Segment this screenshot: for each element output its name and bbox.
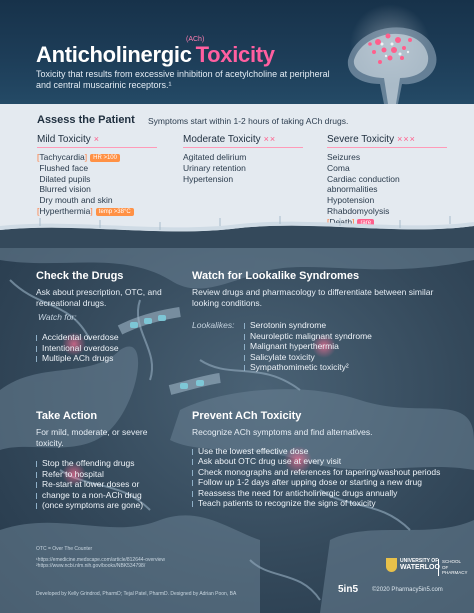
list-item: Ask about OTC drug use at every visit [192, 456, 462, 467]
list-item: Use the lowest effective dose [192, 446, 462, 457]
divider [327, 147, 447, 148]
prevent-title: Prevent ACh Toxicity [192, 410, 302, 422]
list-item: [Death] rare [327, 217, 447, 228]
list-item: Intentional overdose [36, 343, 176, 354]
lookalike-list [244, 320, 372, 373]
moderate-marks-icon: ×× [263, 134, 277, 144]
bracket-mark: ] [352, 216, 355, 227]
logo-school: SCHOOL OF PHARMACY [438, 559, 468, 576]
prevent-body: Recognize ACh symptoms and find alternatives. [192, 427, 373, 437]
check-drugs-title: Check the Drugs [36, 270, 124, 282]
assess-subheading: Symptoms start within 1-2 hours of taking ACh drugs. [148, 116, 349, 126]
copyright: ©2020 Pharmacy5in5.com [372, 587, 443, 593]
lookalike-block [192, 270, 442, 308]
moderate-toxicity-column [183, 134, 303, 184]
list-item: Urinary retention [183, 162, 246, 173]
list-item: Hypotension [327, 195, 375, 206]
brand-5in5: 5in5 [338, 584, 359, 595]
bracket-mark: [ [327, 216, 330, 227]
reference-1: ¹https://emedicine.medscape.com/article/812644-overview [36, 556, 165, 563]
abbreviation-note: OTC = Over The Counter [36, 546, 93, 552]
list-item: Serotonin syndrome [244, 320, 372, 331]
bracket-mark: [ [37, 152, 40, 162]
lookalike-label: Lookalikes: [192, 320, 235, 330]
list-item: Flushed face [39, 162, 89, 173]
list-item: Accidental overdose [36, 332, 176, 343]
divider [183, 147, 303, 148]
lookalike-title: Watch for Lookalike Syndromes [192, 270, 360, 282]
take-action-title: Take Action [36, 410, 98, 422]
list-item: Malignant hyperthermia [244, 341, 372, 352]
list-item: Sympathomimetic toxicity² [244, 362, 372, 373]
list-item: Rhabdomyolysis [327, 205, 390, 216]
list-item: Salicylate toxicity [244, 352, 372, 363]
status-badge: rare [357, 219, 374, 227]
list-item: Seizures [327, 152, 361, 162]
logo-line-2: WATERLOO [400, 564, 440, 571]
list-item: Neuroleptic malignant syndrome [244, 331, 372, 342]
shield-icon [386, 558, 397, 572]
list-item: abnormalities [327, 184, 378, 195]
list-item: Re-start at lower doses or [36, 479, 156, 490]
membrane-divider-icon [0, 212, 474, 248]
list-item: Hypertension [183, 173, 234, 184]
list-item: Dilated pupils [39, 173, 91, 184]
check-drugs-body: Ask about prescription, OTC, and recreational drugs. [36, 287, 162, 308]
reference-2: ²https://www.ncbi.nlm.nih.gov/books/NBK534798/ [36, 563, 146, 569]
list-item: Refer to hospital [36, 469, 156, 480]
list-item: Teach patients to recognize the signs of toxicity [192, 498, 462, 509]
page-subtitle: Toxicity that results from excessive inhibition of acetylcholine at peripheral and central muscarinic receptors.¹ [36, 69, 330, 90]
list-item: Dry mouth and skin [39, 195, 113, 206]
take-action-body: For mild, moderate, or severe toxicity. [36, 427, 148, 448]
list-item: Check monographs and references for tapering/washout periods [192, 467, 462, 478]
check-drugs-block [36, 270, 176, 364]
credits: Developed by Kelly Grindrod, PharmD; Tejal Patel, PharmD. Designed by Adrian Poon, BA [36, 591, 237, 597]
header [0, 0, 474, 104]
list-item: Coma [327, 162, 350, 173]
list-item: Stop the offending drugs [36, 458, 156, 469]
list-item: Reassess the need for anticholinergic drugs annually [192, 488, 462, 499]
list-item: Blurred vision [39, 184, 91, 195]
mild-toxicity-column [37, 134, 157, 217]
prevent-block [192, 410, 462, 509]
title-part-1: Anticholinergic [36, 42, 192, 67]
page-title [36, 42, 275, 68]
divider [37, 147, 157, 148]
take-action-block [36, 410, 156, 511]
assess-heading: Assess the Patient [37, 114, 135, 126]
neuron-illustration-icon [318, 0, 474, 104]
status-badge: HR >100 [90, 154, 120, 162]
waterloo-logo [386, 556, 466, 582]
status-badge: temp >38°C [96, 208, 134, 216]
ach-superscript: (ACh) [186, 36, 205, 43]
bracket-mark: ] [90, 205, 93, 216]
bracket-mark: [ [37, 205, 40, 216]
list-item: Agitated delirium [183, 152, 247, 162]
footnotes [36, 546, 165, 570]
mild-marks-icon: × [93, 134, 100, 144]
list-item: [Tachycardia] HR >100 [37, 152, 157, 163]
list-item: Multiple ACh drugs [36, 353, 176, 364]
list-item: [Hyperthermia] temp >38°C [37, 206, 157, 217]
bracket-mark: ] [84, 152, 88, 162]
title-part-2: Toxicity [195, 42, 275, 67]
moderate-toxicity-title: Moderate Toxicity [183, 134, 261, 145]
list-item: Follow up 1-2 days after upping dose or starting a new drug [192, 477, 462, 488]
logo-line-1: UNIVERSITY OF [400, 558, 439, 564]
list-item: change to a non-ACh drug [36, 490, 156, 501]
lookalike-body: Review drugs and pharmacology to differentiate between similar looking conditions. [192, 287, 434, 308]
severe-toxicity-title: Severe Toxicity [327, 134, 395, 145]
severe-marks-icon: ××× [397, 134, 416, 144]
list-item: Cardiac conduction [327, 173, 400, 184]
list-item: (once symptoms are gone) [36, 500, 156, 511]
mild-toxicity-title: Mild Toxicity [37, 134, 91, 145]
watch-for-label: Watch for: [38, 312, 77, 322]
